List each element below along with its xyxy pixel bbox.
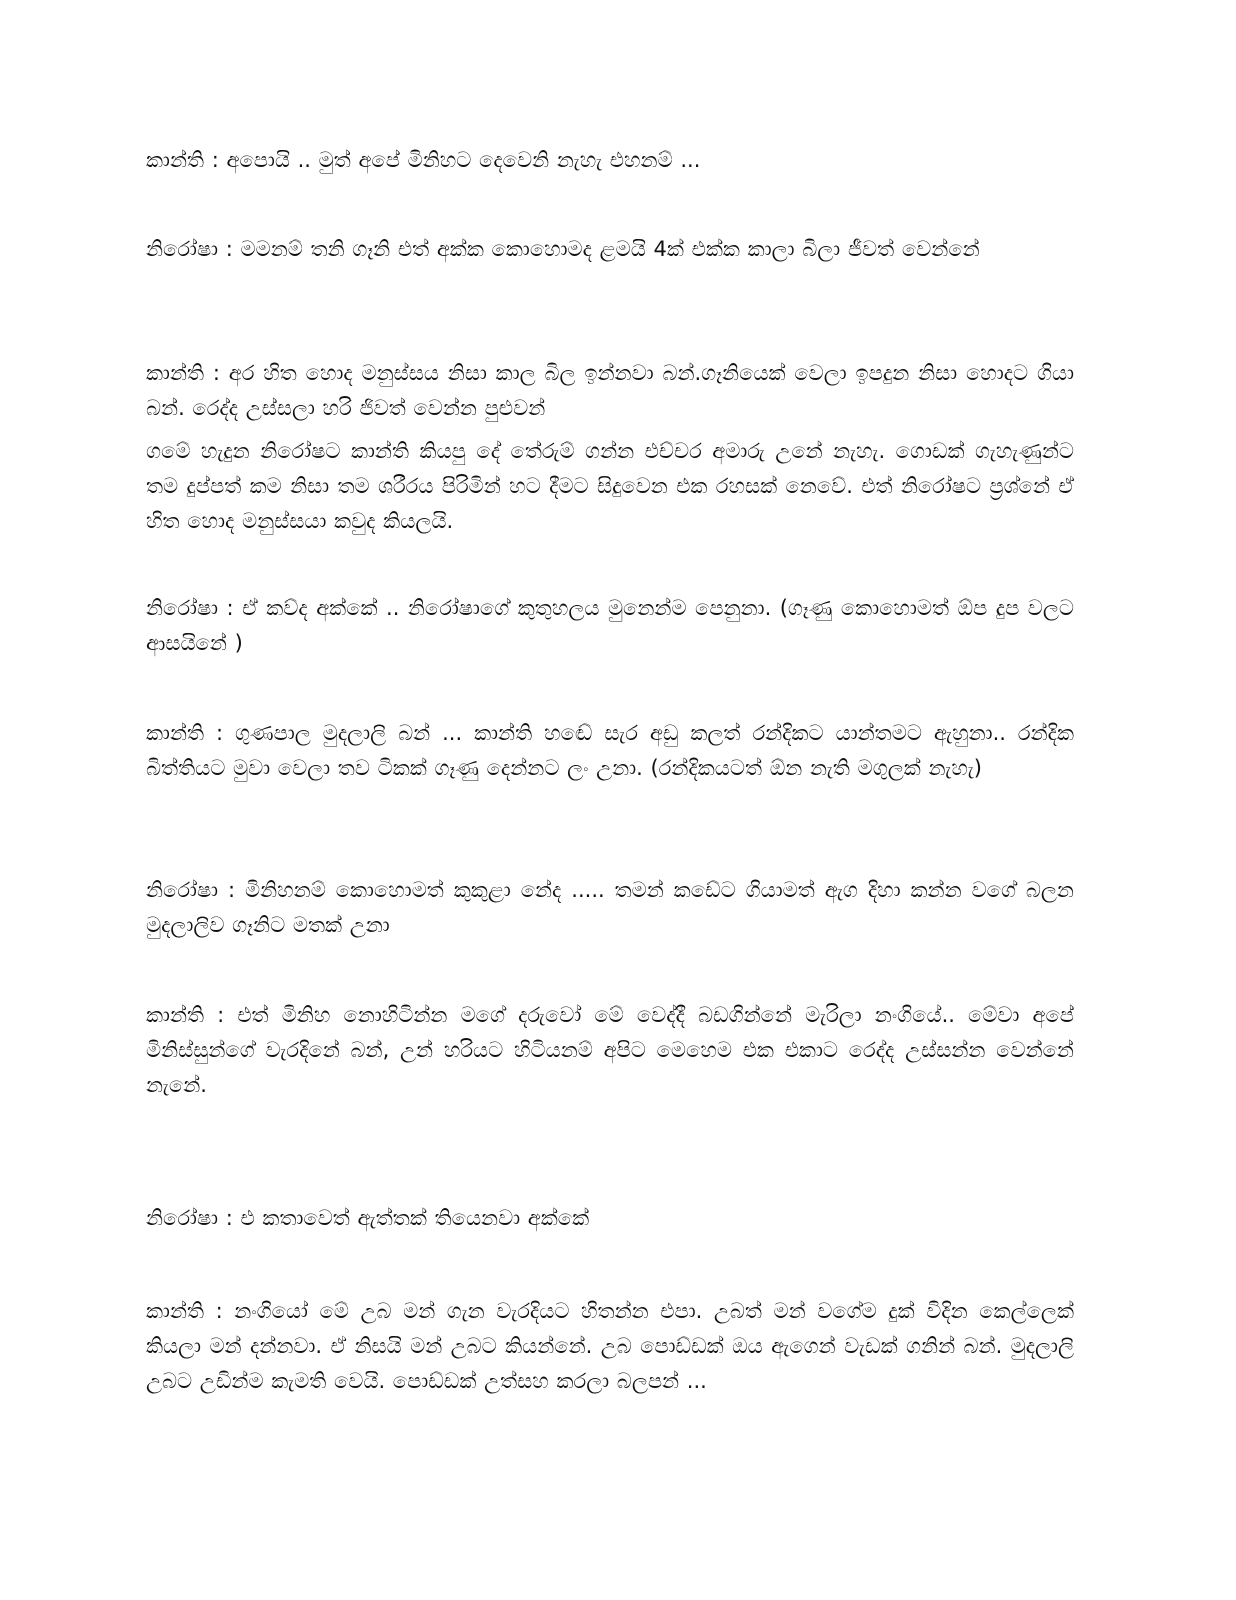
dialogue-paragraph-3: කාන්ති : අර හිත හොද මනුස්සය නිසා කාල බිල ඉන්නවා බන්.ගෑනියෙක් වෙලා ඉපදුන නිසා හොදට ගියා බන්. රෙද්ද උස්සලා හරි ජිවත් වෙන්න පුළුවන් (146, 361, 1074, 420)
dialogue-paragraph-1: කාන්ති : අපොයි .. මුත් අපේ මිනිහට දෙවෙනි නැහැ එහනම් ... (146, 148, 701, 172)
narration-paragraph-1: ගමේ හැදුන නිරෝෂට කාන්ති කියපු දේ තේරුම් ගන්න එච්චර අමාරු උනේ නැහැ. ගොඩක් ගැහැණුන්ට තම දුප්පත් කම නිසා තම ශරීරය පිරිමින් හට දීමට සිදුවෙන එක රහසක් නෙවේ. එත් නිරෝෂට ප්‍රශ්නේ ඒ හිත හොද මනුස්සයා කවුද කියලයි. (146, 439, 1074, 533)
dialogue-paragraph-8: නිරෝෂා : එ කතාවෙත් ඇත්තක් තියෙනවා අක්කේ (146, 1206, 590, 1230)
dialogue-paragraph-2: නිරෝෂා : මමනම් තනි ගෑනි එත් අක්ක කොහොමද ළමයි 4ක් එක්ක කාලා බිලා ජීවත් වෙන්නේ (146, 237, 980, 261)
dialogue-paragraph-5: කාන්ති : ගුණපාල මුදලාලි බන් ... කාන්ති හඬේ සැර අඩු කලත් රන්දිකට යාන්තමට ඇහුනා.. රන්දික බිත්තියට මුවා වෙලා තව ටිකක් ගෑණු දෙන්නට ලං උනා. (රන්දිකයටත් ඕන නැති මගුලක් නැහැ) (146, 721, 1074, 780)
dialogue-paragraph-7: කාන්ති : එත් මිනිහ නොහිටින්න මගේ දරුවෝ මේ වෙද්දී බඩගින්නේ මැරිලා නංගියේ.. මේවා අපේ මිනිස්සුන්ගේ වැරදිනේ බන්, උන් හරියට හිටියනම් අපිට මෙහෙම එක එකාට රෙද්ද උස්සන්න වෙන්නේ නැනේ. (146, 1003, 1074, 1097)
dialogue-paragraph-6: නිරෝෂා : මිනිහනම් කොහොමත් කුකුළා නේද ..... තමන් කඩේට ගියාමත් ඇග දිහා කන්න වගේ බලන මුදලාලිව ගෑනිට මතක් උනා (146, 878, 1074, 937)
dialogue-paragraph-9: කාන්ති : නංගියෝ මේ උබ මන් ගැන වැරදියට හිතන්න එපා. උබත් මන් වගේම දුක් විදින කෙල්ලෙක් කියලා මන් දන්නවා. ඒ නිසයි මන් උබට කියන්නේ. උබ පොඩ්ඩක් ඔය ඇගෙන් වැඩක් ගනින් බන්. මුදලාලි උබට උඩින්ම කැමති වෙයි. පොඩ්ඩක් උත්සහ කරලා බලපන් ... (146, 1299, 1074, 1393)
dialogue-paragraph-4: නිරෝෂා : ඒ කව්ද අක්කේ .. නිරෝෂාගේ කුතුහලය මුනෙන්ම පෙනුනා. (ගෑණු කොහොමත් ඕප දුප වලට ආසයිනේ ) (146, 596, 1074, 655)
